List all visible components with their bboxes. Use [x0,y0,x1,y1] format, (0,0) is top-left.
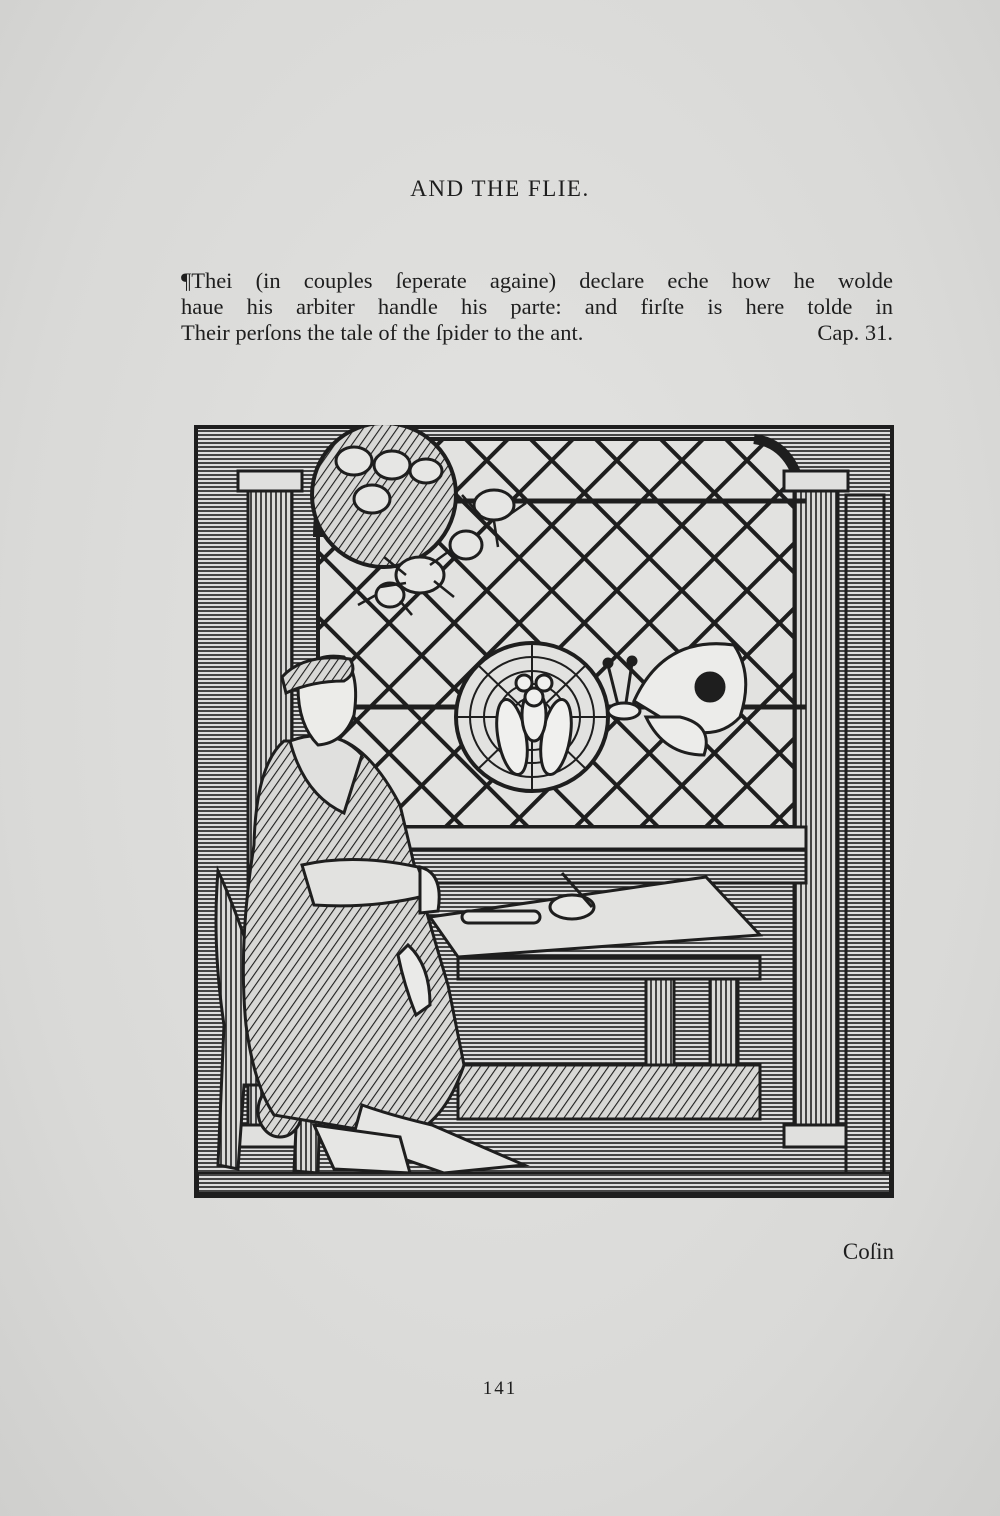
heading-line-1: ¶Thei (in couples ſeperate againe) declare eche how he wolde [181,268,893,293]
page-number: 141 [482,1378,518,1399]
catchword: Coſin [842,1239,894,1264]
running-head: AND THE FLIE. [410,176,590,201]
right-column [794,485,838,1135]
woodcut-illustration [194,425,894,1198]
chapter-heading [181,268,893,346]
heading-line-3-text: Their perſons the tale of the ſpider to the ant. [181,320,584,345]
heading-line-3 [181,320,893,346]
chapter-label: Cap. 31. [817,320,893,345]
heading-line-2: haue his arbiter handle his parte: and firſte is here tolde in [181,294,893,319]
